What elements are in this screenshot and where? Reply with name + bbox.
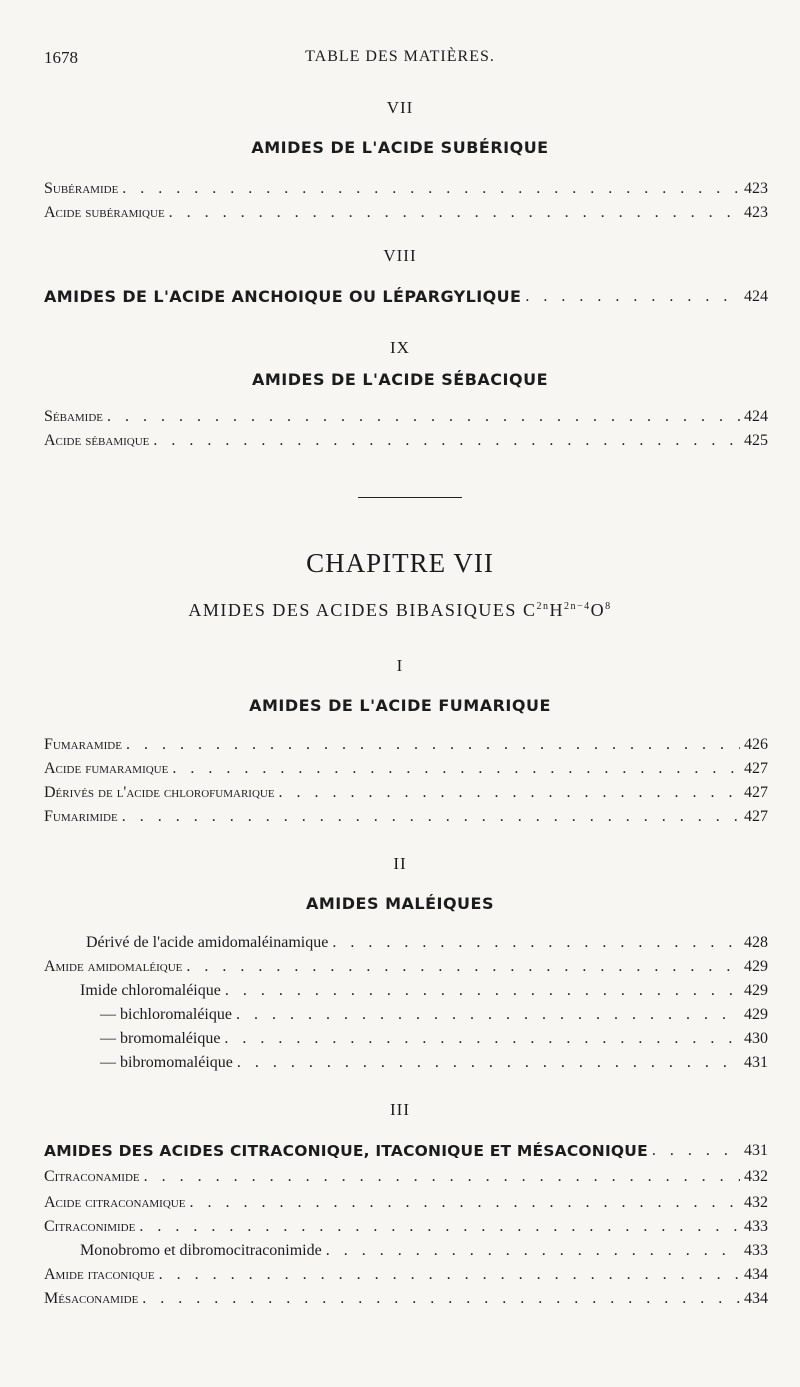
leader-dots — [107, 408, 740, 426]
entry-label: — bibromomaléique — [100, 1054, 233, 1071]
entry-page: 429 — [744, 1006, 768, 1023]
entry-label: Subéramide — [44, 180, 119, 197]
toc-entry — [86, 930, 768, 952]
page-number: 1678 — [44, 48, 78, 67]
entry-page: 429 — [744, 982, 768, 999]
entry-label: Mésaconamide — [44, 1290, 139, 1307]
leader-dots — [142, 1290, 740, 1308]
chapter-title: CHAPITRE VII — [306, 548, 494, 578]
running-head — [44, 48, 756, 72]
toc-entry — [44, 200, 768, 222]
toc-entry — [44, 428, 768, 450]
leader-dots — [237, 1054, 740, 1072]
entry-page: 432 — [744, 1168, 768, 1185]
section-title: AMIDES MALÉIQUES — [306, 894, 494, 913]
entry-label: Acide fumaramique — [44, 760, 169, 777]
entry-page: 424 — [744, 408, 768, 425]
entry-page: 433 — [744, 1242, 768, 1259]
entry-page: 425 — [744, 432, 768, 449]
entry-page: 431 — [744, 1142, 768, 1159]
entry-page: 434 — [744, 1266, 768, 1283]
entry-label: Imide chloromaléique — [80, 982, 221, 999]
toc-entry — [44, 1138, 768, 1160]
leader-dots — [139, 1218, 740, 1236]
chapter-formula: $C^{2n}H^{2n-4}O^8$ — [522, 600, 612, 620]
section-numeral: VIII — [383, 246, 417, 265]
leader-dots — [122, 180, 740, 198]
toc-entry — [100, 1002, 768, 1024]
entry-label: Fumaramide — [44, 736, 122, 753]
leader-dots — [122, 808, 740, 826]
entry-page: 427 — [744, 784, 768, 801]
leader-dots — [172, 760, 740, 778]
section-title: AMIDES DE L'ACIDE ANCHOIQUE OU LÉPARGYLIQUE — [44, 287, 522, 306]
entry-page: 424 — [744, 288, 768, 305]
entry-label: — bromomaléique — [100, 1030, 221, 1047]
entry-label: Acide sébamique — [44, 432, 150, 449]
entry-page: 423 — [744, 180, 768, 197]
entry-label: Monobromo et dibromocitraconimide — [80, 1242, 322, 1259]
entry-label: Amide itaconique — [44, 1266, 155, 1283]
entry-page: 427 — [744, 760, 768, 777]
toc-entry — [100, 1026, 768, 1048]
toc-entry — [44, 404, 768, 426]
toc-entry — [44, 804, 768, 826]
entry-page: 433 — [744, 1218, 768, 1235]
toc-entry — [44, 732, 768, 754]
leader-dots — [326, 1242, 740, 1260]
entry-label: Sébamide — [44, 408, 104, 425]
entry-page: 429 — [744, 958, 768, 975]
entry-label: Dérivés de l'acide chlorofumarique — [44, 784, 275, 801]
leader-dots — [189, 1194, 740, 1212]
toc-entry — [44, 1164, 768, 1186]
entry-label: Amide amidomaléique — [44, 958, 183, 975]
toc-entry — [44, 954, 768, 976]
entry-page: 427 — [744, 808, 768, 825]
entry-page: 430 — [744, 1030, 768, 1047]
entry-page: 423 — [744, 204, 768, 221]
leader-dots — [525, 288, 740, 306]
entry-page: 431 — [744, 1054, 768, 1071]
section-numeral: VII — [386, 98, 414, 117]
entry-label: Acide citraconamique — [44, 1194, 186, 1211]
toc-entry — [44, 1214, 768, 1236]
toc-entry — [80, 1238, 768, 1260]
section-numeral: IX — [390, 338, 410, 357]
section-title: AMIDES DES ACIDES CITRACONIQUE, ITACONIQUE ET MÉSACONIQUE — [44, 1142, 648, 1160]
entry-label: Citraconimide — [44, 1218, 136, 1235]
toc-entry — [44, 176, 768, 198]
entry-page: 434 — [744, 1290, 768, 1307]
chapter-subtitle-text: AMIDES DES ACIDES BIBASIQUES — [188, 600, 517, 620]
leader-dots — [332, 934, 740, 952]
entry-label: Acide subéramique — [44, 204, 165, 221]
section-title: AMIDES DE L'ACIDE SUBÉRIQUE — [251, 138, 549, 157]
section-numeral: II — [393, 854, 407, 873]
leader-dots — [126, 736, 740, 754]
leader-dots — [169, 204, 740, 222]
entry-label: Fumarimide — [44, 808, 118, 825]
toc-entry — [44, 1262, 768, 1284]
toc-entry — [100, 1050, 768, 1072]
leader-dots — [236, 1006, 740, 1024]
toc-entry — [80, 978, 768, 1000]
section-numeral: I — [396, 656, 404, 675]
entry-page: 426 — [744, 736, 768, 753]
leader-dots — [153, 432, 740, 450]
running-title: TABLE DES MATIÈRES. — [305, 48, 495, 65]
entry-label: — bichloromaléique — [100, 1006, 232, 1023]
toc-entry — [44, 284, 768, 306]
entry-page: 432 — [744, 1194, 768, 1211]
leader-dots — [224, 1030, 740, 1048]
section-title: AMIDES DE L'ACIDE FUMARIQUE — [249, 696, 551, 715]
leader-dots — [279, 784, 740, 802]
section-numeral: III — [390, 1100, 410, 1119]
toc-entry — [44, 1286, 768, 1308]
section-title: AMIDES DE L'ACIDE SÉBACIQUE — [251, 370, 549, 389]
leader-dots — [652, 1142, 740, 1160]
toc-entry — [44, 780, 768, 802]
leader-dots — [225, 982, 740, 1000]
entry-label: Dérivé de l'acide amidomaléinamique — [86, 934, 329, 951]
leader-dots — [144, 1168, 740, 1186]
leader-dots — [186, 958, 740, 976]
chapter-divider — [358, 497, 462, 498]
entry-label: Citraconamide — [44, 1168, 140, 1185]
chapter-subtitle — [0, 600, 800, 621]
toc-entry — [44, 1190, 768, 1212]
entry-page: 428 — [744, 934, 768, 951]
toc-entry — [44, 756, 768, 778]
leader-dots — [159, 1266, 740, 1284]
